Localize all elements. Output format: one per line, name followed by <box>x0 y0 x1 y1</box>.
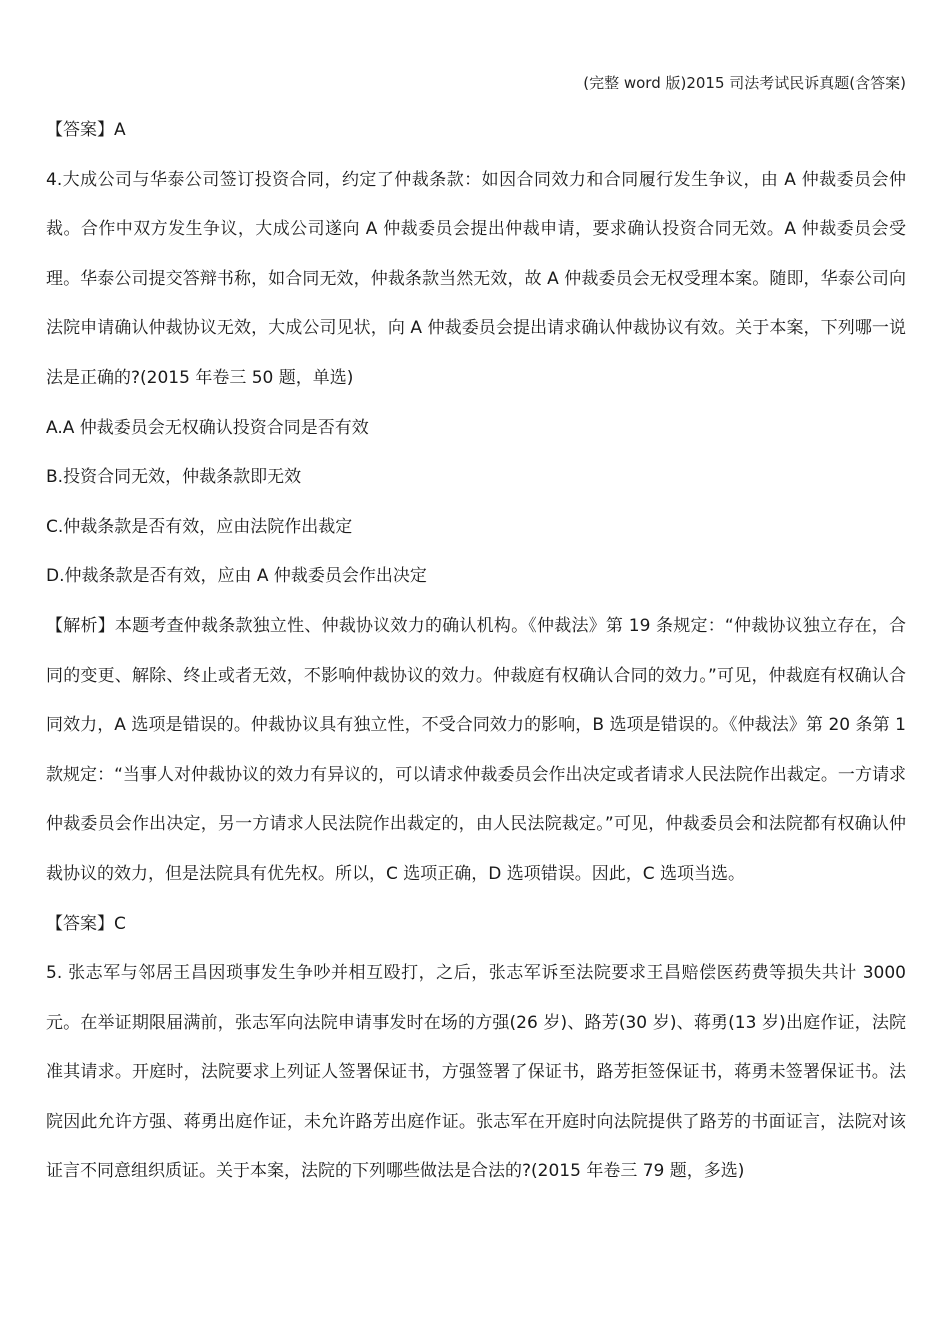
question-4-option-d: D.仲裁条款是否有效，应由 A 仲裁委员会作出决定 <box>46 566 427 587</box>
question-4-option-a: A.A 仲裁委员会无权确认投资合同是否有效 <box>46 417 369 438</box>
document-body <box>46 106 906 1197</box>
document-header: (完整 word 版)2015 司法考试民诉真题(含答案) <box>583 74 906 92</box>
answer-q3: 【答案】A <box>46 120 126 140</box>
question-4-analysis: 【解析】本题考查仲裁条款独立性、仲裁协议效力的确认机构。《仲裁法》第 19 条规定：“仲裁协议独立存在，合同的变更、解除、终止或者无效，不影响仲裁协议的效力。仲裁庭有权确认合同的效力。”可见，仲裁庭有权确认合同效力，A 选项是错误的。仲裁协议具有独立性，不受合同效力的影响，B 选项是错误的。《仲裁法》第 20 条第 1 款规定：“当事人对仲裁协议的效力有异议的，可以请求仲裁委员会作出决定或者请求人民法院作出裁定。一方请求仲裁委员会作出决定，另一方请求人民法院作出裁定的，由人民法院裁定。”可见，仲裁委员会和法院都有权确认仲裁协议的效力，但是法院具有优先权。所以，C 选项正确，D 选项错误。因此，C 选项当选。 <box>46 615 906 884</box>
question-4-stem: 4.大成公司与华泰公司签订投资合同，约定了仲裁条款：如因合同效力和合同履行发生争议，由 A 仲裁委员会仲裁。合作中双方发生争议，大成公司遂向 A 仲裁委员会提出仲裁申请，要求确认投资合同无效。A 仲裁委员会受理。华泰公司提交答辩书称，如合同无效，仲裁条款当然无效，故 A 仲裁委员会无权受理本案。随即，华泰公司向法院申请确认仲裁协议无效，大成公司见状，向 A 仲裁委员会提出请求确认仲裁协议有效。关于本案，下列哪一说法是正确的?(2015 年卷三 50 题，单选) <box>46 169 906 388</box>
question-4-option-b: B.投资合同无效，仲裁条款即无效 <box>46 467 302 488</box>
question-5-stem: 5. 张志军与邻居王昌因琐事发生争吵并相互殴打，之后，张志军诉至法院要求王昌赔偿医药费等损失共计 3000 元。在举证期限届满前，张志军向法院申请事发时在场的方强(26 岁)、路芳(30 岁)、蒋勇(13 岁)出庭作证，法院准其请求。开庭时，法院要求上列证人签署保证书，方强签署了保证书，路芳拒签保证书，蒋勇未签署保证书。法院因此允许方强、蒋勇出庭作证，未允许路芳出庭作证。张志军在开庭时向法院提供了路芳的书面证言，法院对该证言不同意组织质证。关于本案，法院的下列哪些做法是合法的?(2015 年卷三 79 题，多选) <box>46 963 906 1182</box>
answer-q4: 【答案】C <box>46 913 126 934</box>
question-4-option-c: C.仲裁条款是否有效，应由法院作出裁定 <box>46 516 353 537</box>
